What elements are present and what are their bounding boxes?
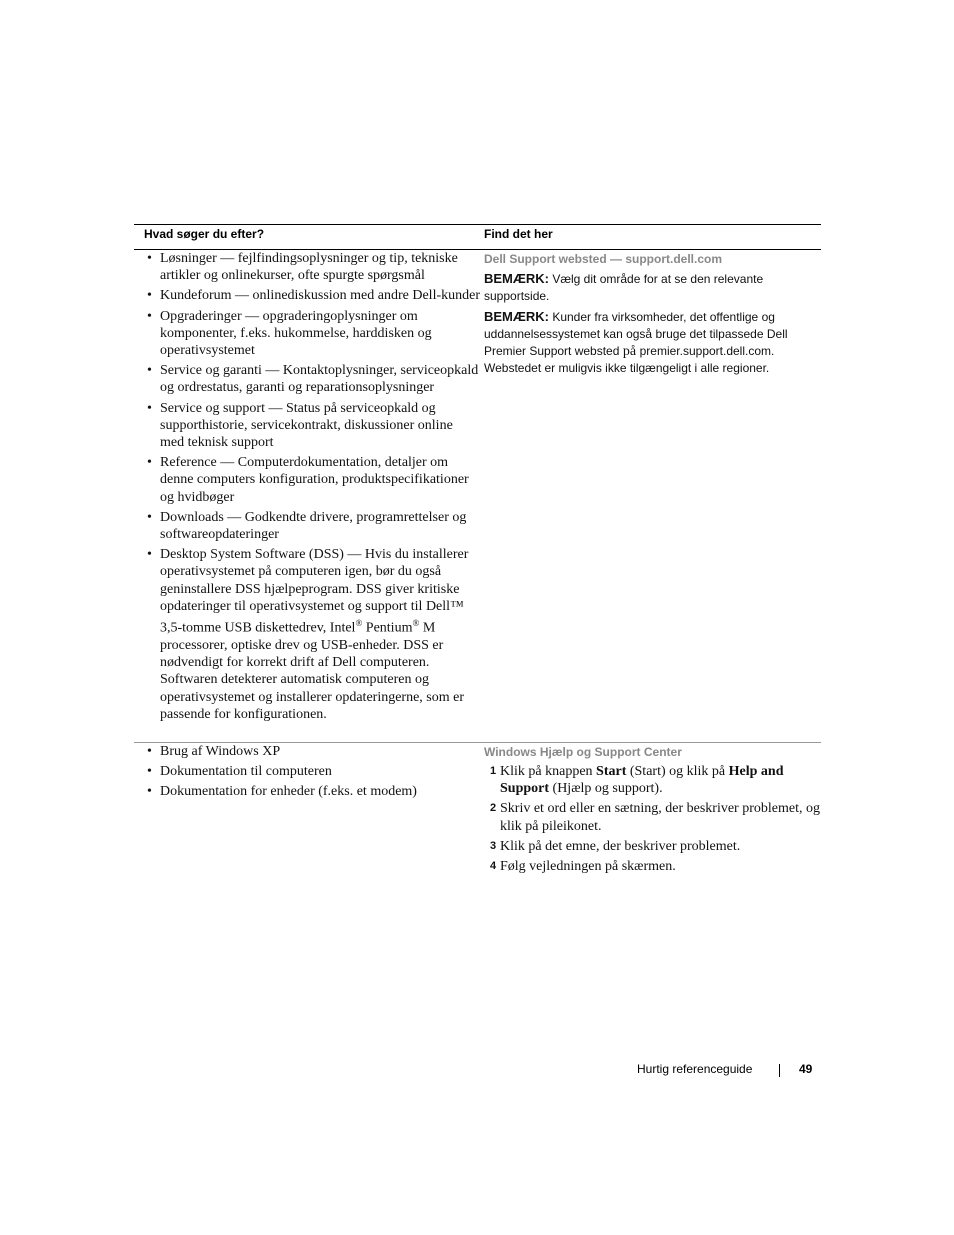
step-4: 4 Følg vejledningen på skærmen. [490,859,676,875]
row1-right-cell [484,252,821,380]
list-item: • Kundeforum — onlinediskussion med andre Dell-kunder [144,287,480,304]
list-item: • Brug af Windows XP [144,743,480,760]
list-item: • Dokumentation til computeren [144,763,480,780]
note-label: BEMÆRK: [484,271,549,286]
list-item: • Service og garanti — Kontaktoplysninger, serviceopkald og ordrestatus, garanti og reparationsoplysninger [144,362,480,396]
premier-support-link: premier.support.dell.com [639,344,772,358]
dell-support-heading: Dell Support websted — support.dell.com [484,252,723,266]
list-item: • Service og support — Status på serviceopkald og supporthistorie, servicekontrakt, diskussioner online med teknisk support [144,400,480,452]
row2-left-cell [144,743,480,804]
steps-list [484,763,821,875]
list-item: • Reference — Computerdokumentation, detaljer om denne computers konfiguration, produktspecifikationer og hvidbøger [144,454,480,506]
table-top-rule [134,224,821,225]
step-1: 1 Klik på knappen Start (Start) og klik på Help and Support (Hjælp og support). [490,764,784,797]
windows-help-heading: Windows Hjælp og Support Center [484,745,682,759]
footer-separator [779,1064,780,1077]
footer-title: Hurtig referenceguide [637,1062,753,1076]
note-region: BEMÆRK: Vælg dit område for at se den relevante supportside. [484,271,764,303]
row2-right-cell [484,745,821,878]
row1-left-cell [144,250,480,726]
row1-bullet-list [144,250,480,723]
note-label: BEMÆRK: [484,309,549,324]
list-item: • Dokumentation for enheder (f.eks. et modem) [144,783,480,800]
step-3: 3 Klik på det emne, der beskriver problemet. [490,838,741,854]
note-premier: BEMÆRK: Kunder fra virksomheder, det offentlige og uddannelsessystemet kan også bruge det tilpassede Dell Premier Support websted på premier.support.dell.com. Webstedet er muligvis ikke tilgængeligt i alle regioner. [484,309,788,375]
page-number: 49 [799,1062,813,1076]
column-header-left: Hvad søger du efter? [144,227,265,241]
list-item-dss: • Desktop System Software (DSS) — Hvis du installerer operativsystemet på computeren igen, bør du også geninstallere DSS hjælpeprogram. DSS giver kritiske opdateringer til operativsystemet og support til Dell™ 3,5-tomme USB diskettedrev, Intel® Pentium® M processorer, optiske drev og USB-enheder. DSS er nødvendigt for korrekt drift af Dell computeren. Softwaren detekterer automatisk computeren og operativsystemet og installerer opdateringerne, som er passende for konfigurationen. [144,546,480,723]
list-item: • Opgraderinger — opgraderingoplysninger om komponenter, f.eks. hukommelse, harddisken og operativsystemet [144,308,480,360]
list-item: • Downloads — Godkendte drivere, programrettelser og softwareopdateringer [144,509,480,543]
row2-bullet-list [144,743,480,801]
column-header-right: Find det her [484,227,553,241]
step-2: 2 Skriv et ord eller en sætning, der beskriver problemet, og klik på pileikonet. [490,801,820,834]
list-item: • Løsninger — fejlfindingsoplysninger og tip, tekniske artikler og onlinekurser, ofte spurgte spørgsmål [144,250,480,284]
